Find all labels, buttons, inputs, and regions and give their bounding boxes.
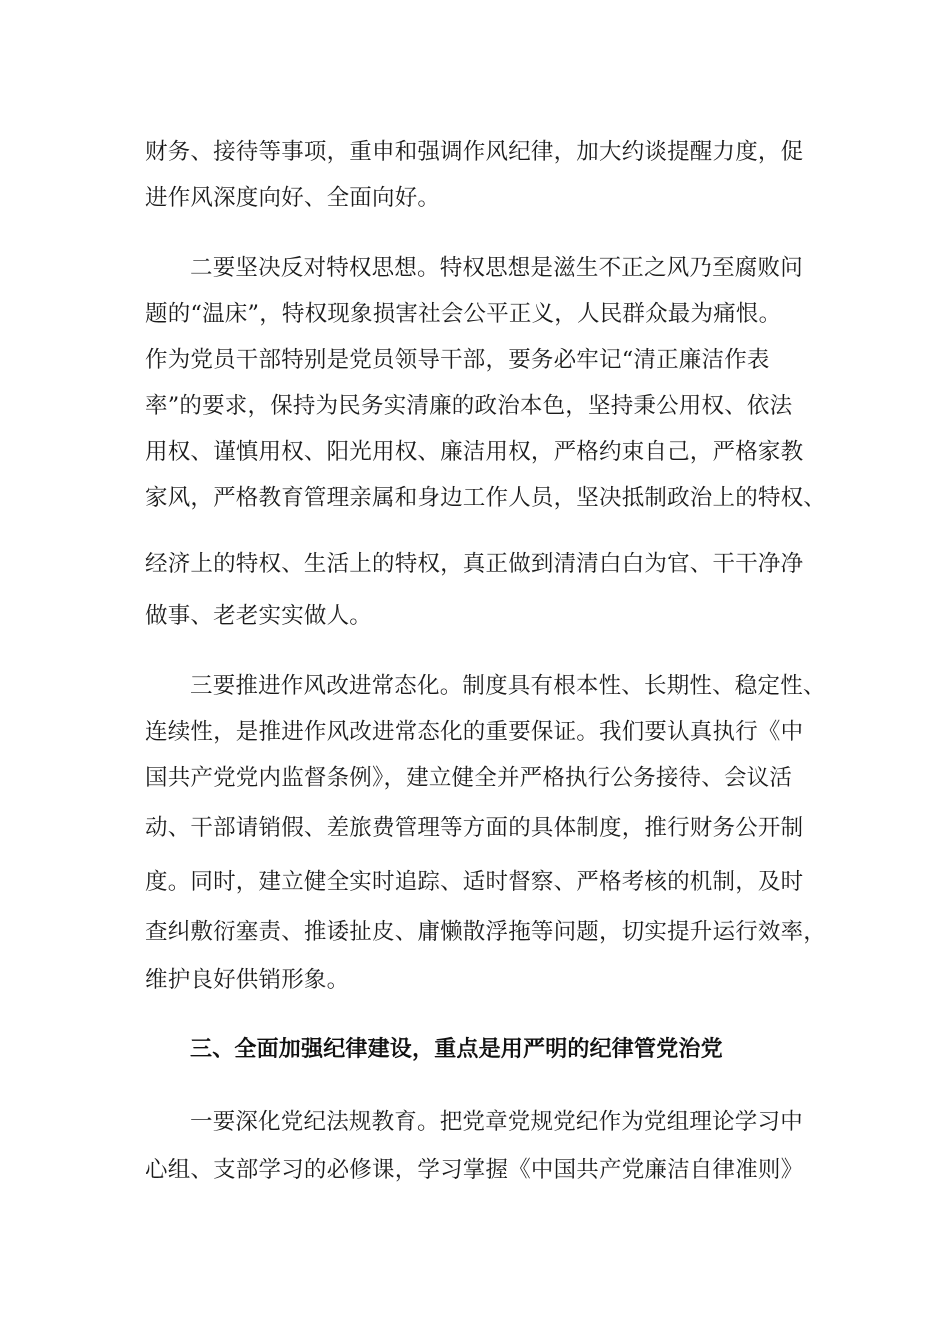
text-line: 财务、接待等事项，重申和强调作风纪律，加大约谈提醒力度，促 [145,139,804,165]
text-line: 题的“温床”，特权现象损害社会公平正义，人民群众最为痛恨。 [145,301,782,327]
text-line: 家风，严格教育管理亲属和身边工作人员，坚决抵制政治上的特权、 [145,485,827,511]
text-line: 进作风深度向好、全面向好。 [145,185,441,211]
text-line: 率”的要求，保持为民务实清廉的政治本色，坚持秉公用权、依法 [145,393,793,419]
section-heading: 三、全面加强纪律建设，重点是用严明的纪律管党治党 [190,1037,723,1062]
text-line: 度。同时，建立健全实时追踪、适时督察、严格考核的机制，及时 [145,869,804,895]
text-line: 心组、支部学习的必修课，学习掌握《中国共产党廉洁自律准则》 [145,1157,804,1183]
text-line: 查纠敷衍塞责、推诿扯皮、庸懒散浮拖等问题，切实提升运行效率， [145,919,827,945]
text-line: 做事、老老实实做人。 [145,603,373,629]
text-line: 维护良好供销形象。 [145,967,350,993]
paragraph-first-line: 二要坚决反对特权思想。特权思想是滋生不正之风乃至腐败问 [190,255,803,281]
text-line: 动、干部请销假、差旅费管理等方面的具体制度，推行财务公开制 [145,815,804,841]
paragraph-first-line: 一要深化党纪法规教育。把党章党规党纪作为党组理论学习中 [190,1109,803,1135]
text-line: 用权、谨慎用权、阳光用权、廉洁用权，严格约束自己，严格家教 [145,439,804,465]
text-line: 连续性，是推进作风改进常态化的重要保证。我们要认真执行《中 [145,719,804,745]
text-line: 经济上的特权、生活上的特权，真正做到清清白白为官、干干净净 [145,551,804,577]
text-line: 作为党员干部特别是党员领导干部，要务必牢记“清正廉洁作表 [145,347,770,373]
text-line: 国共产党党内监督条例》，建立健全并严格执行公务接待、会议活 [145,765,793,791]
paragraph-first-line: 三要推进作风改进常态化。制度具有根本性、长期性、稳定性、 [190,673,826,699]
